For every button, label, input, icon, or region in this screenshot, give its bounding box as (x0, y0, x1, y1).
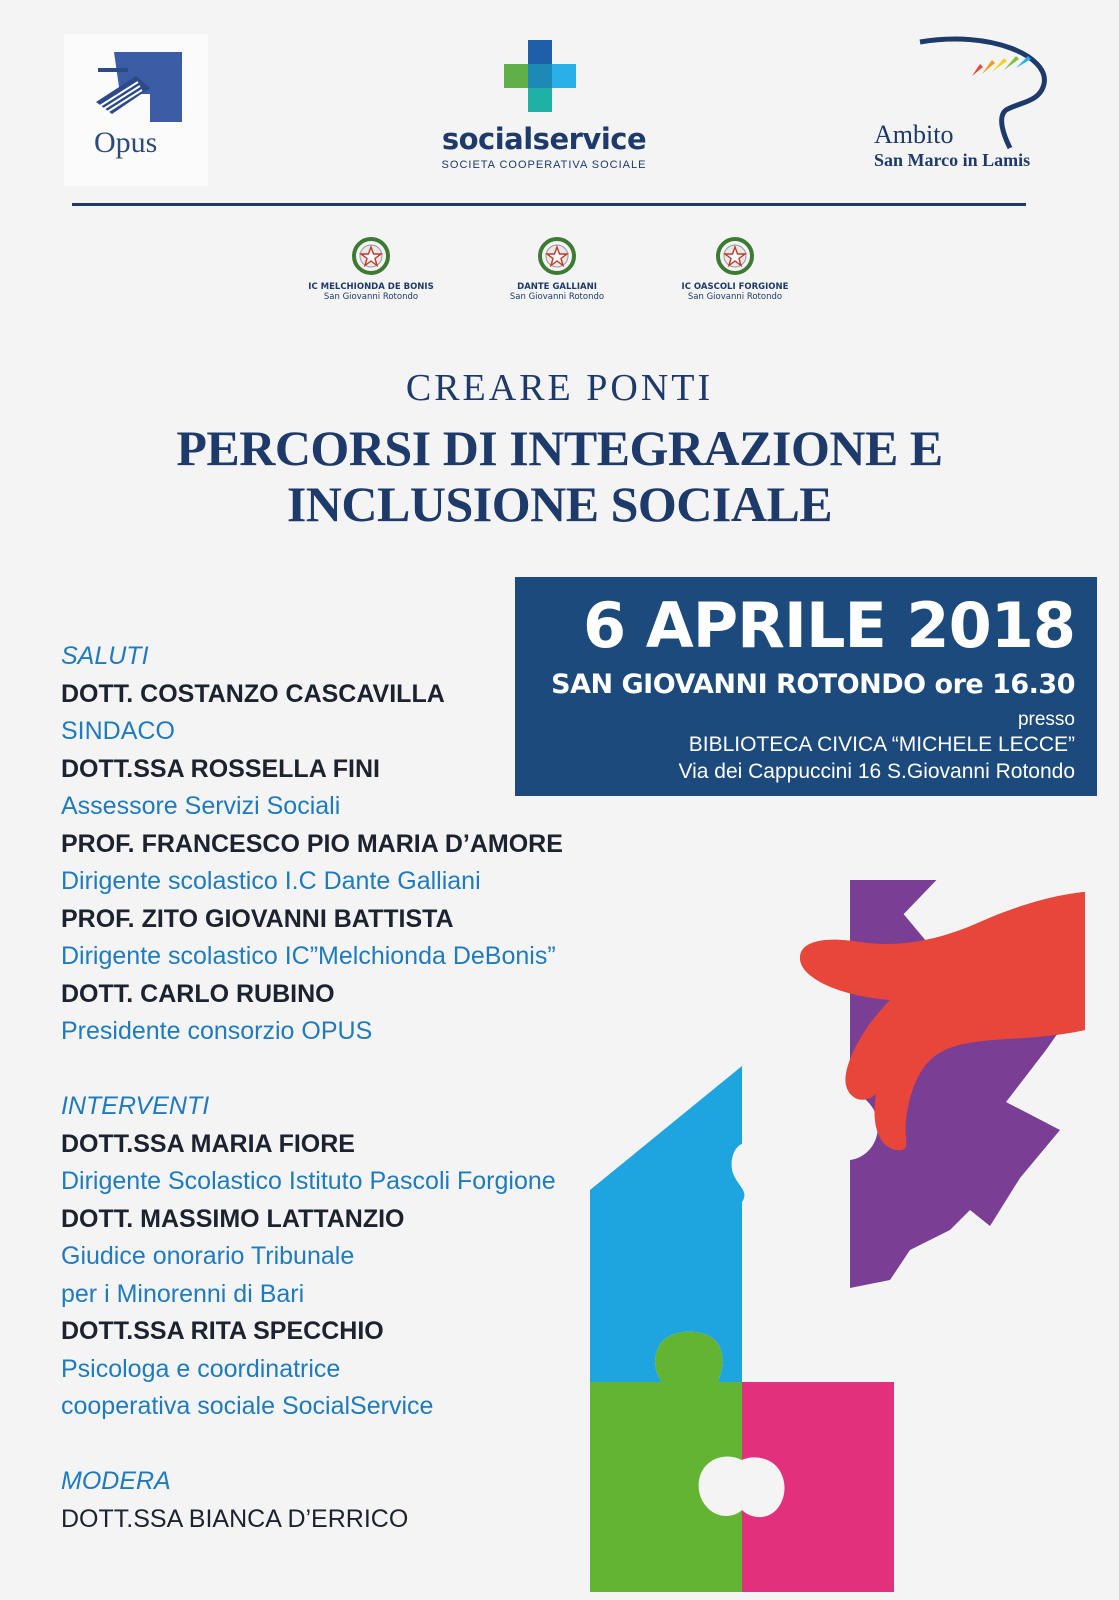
school-name: IC OASCOLI FORGIONE (681, 282, 789, 292)
event-presso: presso (1017, 709, 1075, 730)
event-date: 6 APRILE 2018 (583, 589, 1075, 662)
school-galliani (477, 236, 637, 302)
speaker-role: Assessore Servizi Sociali (61, 792, 341, 820)
school-city: San Giovanni Rotondo (687, 292, 783, 302)
ambito-title: Ambito (874, 120, 954, 149)
socialservice-cross-icon (504, 40, 576, 112)
speaker-name: DOTT. COSTANZO CASCAVILLA (61, 679, 445, 708)
ambito-subtitle: San Marco in Lamis (874, 150, 1031, 170)
opus-book-icon (92, 48, 188, 128)
hand-fingers (800, 892, 1085, 1150)
header-divider (72, 203, 1026, 206)
event-venue: BIBLIOTECA CIVICA “MICHELE LECCE” (688, 733, 1075, 756)
school-name: DANTE GALLIANI (517, 282, 597, 292)
speaker-role: SINDACO (61, 717, 175, 745)
speaker-name: DOTT.SSA MARIA FIORE (61, 1129, 355, 1158)
speaker-role: cooperativa sociale SocialService (61, 1392, 434, 1420)
ambito-logo (860, 36, 1080, 186)
speaker-role: Presidente consorzio OPUS (61, 1017, 373, 1045)
speaker-role: Psicologa e coordinatrice (61, 1354, 341, 1383)
section-heading-interventi: INTERVENTI (61, 1092, 210, 1120)
speaker-role: Dirigente scolastico IC”Melchionda DeBonis” (61, 942, 556, 970)
opus-logo-text: Opus (94, 126, 158, 159)
italian-emblem-icon (715, 236, 755, 276)
socialservice-logo (436, 40, 652, 180)
opus-logo (64, 34, 208, 186)
hand-overlay (560, 880, 1100, 1600)
speaker-role: Dirigente Scolastico Istituto Pascoli Forgione (61, 1167, 556, 1195)
speaker-name: DOTT.SSA RITA SPECCHIO (61, 1317, 384, 1345)
section-heading-modera: MODERA (61, 1467, 171, 1495)
school-city: San Giovanni Rotondo (323, 292, 419, 302)
title-line-1: PERCORSI DI INTEGRAZIONE E (176, 420, 943, 476)
title-creare-ponti: CREARE PONTI (405, 367, 714, 409)
socialservice-name: socialservice (441, 122, 647, 156)
italian-emblem-icon (351, 236, 391, 276)
speaker-name: DOTT.SSA ROSSELLA FINI (61, 754, 380, 783)
title-line-2: INCLUSIONE SOCIALE (286, 476, 833, 532)
speaker-role: Giudice onorario Tribunale (61, 1242, 355, 1270)
event-city-time: SAN GIOVANNI ROTONDO ore 16.30 (551, 669, 1075, 700)
speaker-name: DOTT. MASSIMO LATTANZIO (61, 1204, 405, 1233)
school-name: IC MELCHIONDA DE BONIS (308, 282, 434, 292)
socialservice-subtitle: SOCIETA COOPERATIVA SOCIALE (441, 159, 647, 171)
school-city: San Giovanni Rotondo (509, 292, 605, 302)
speaker-name: DOTT. CARLO RUBINO (61, 979, 335, 1008)
school-pascoli (655, 236, 815, 302)
speaker-role: Dirigente scolastico I.C Dante Galliani (61, 867, 481, 895)
school-melchionda (291, 236, 451, 302)
section-heading-saluti: SALUTI (61, 642, 149, 670)
speaker-name: PROF. ZITO GIOVANNI BATTISTA (61, 904, 454, 933)
speaker-role: per i Minorenni di Bari (61, 1279, 305, 1308)
moderator-name: DOTT.SSA BIANCA D’ERRICO (61, 1504, 409, 1533)
event-address: Via dei Cappuccini 16 S.Giovanni Rotondo (678, 760, 1075, 783)
page-title (0, 420, 1119, 532)
speaker-name: PROF. FRANCESCO PIO MARIA D’AMORE (61, 829, 563, 858)
italian-emblem-icon (537, 236, 577, 276)
